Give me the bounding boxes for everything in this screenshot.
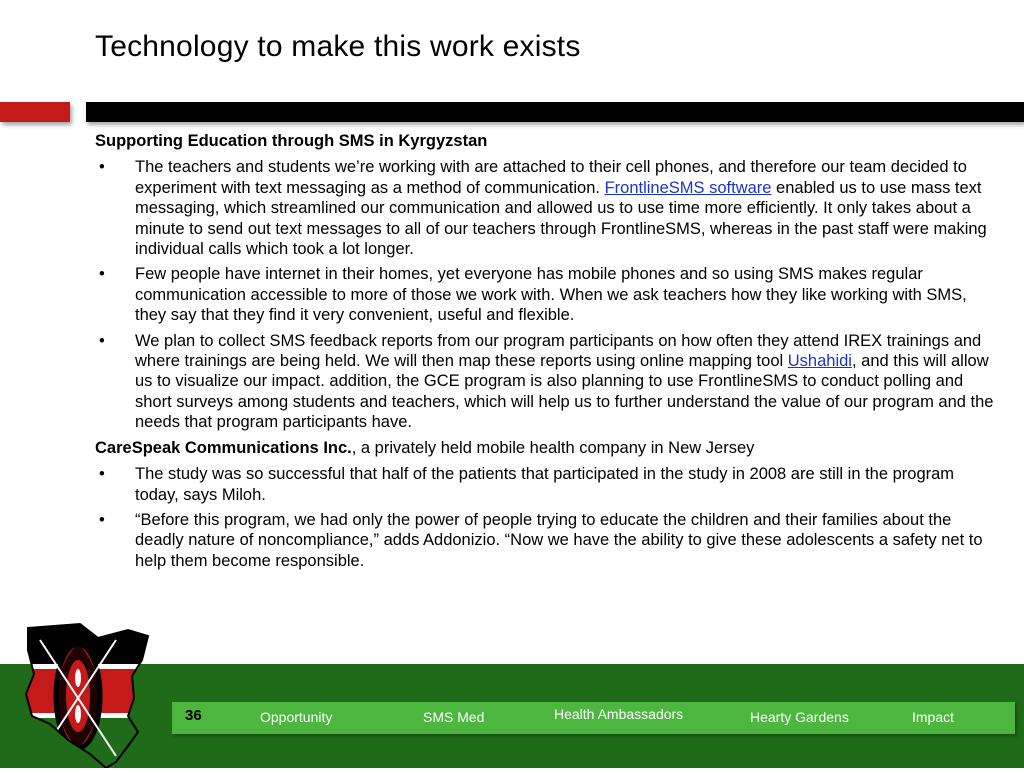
list-item: • Few people have internet in their homes, yet everyone has mobile phones and so using SMS makes regular communication accessible to more of those we work with. When we ask teachers how they like working with SMS, they say that they find it very convenient, useful and flexible. (99, 265, 967, 325)
list-item: • “Before this program, we had only the power of people trying to educate the children and their families about the deadly nature of noncompliance,” adds Addonizio. “Now we have the ability to give these adolescents a safety net to help them become responsible. (99, 510, 983, 570)
title-red-bar (0, 102, 70, 122)
section1-bullets (95, 157, 1000, 432)
nav-opportunity[interactable]: Opportunity (260, 709, 333, 725)
slide-number: 36 (185, 707, 202, 724)
list-item: • The study was so successful that half of the patients that participated in the study in 2008 are still in the program today, says Miloh. (99, 465, 955, 504)
slide-content (95, 131, 1000, 576)
frontlinesms-link[interactable]: FrontlineSMS software (604, 178, 772, 197)
title-black-bar (86, 102, 1024, 122)
nav-sms-med[interactable]: SMS Med (423, 709, 485, 725)
section2-heading: CareSpeak Communications Inc., a privately held mobile health company in New Jersey (95, 438, 755, 457)
list-item: • We plan to collect SMS feedback reports from our program participants on how often they attend IREX trainings and where trainings are being held. We will then map these reports using online mapping tool Ushahidi, and this will allow us to visualize our impact. addition, the GCE program is also planning to use FrontlineSMS to conduct polling and short surveys among students and teachers, which will help us to further understand the value of our program and the needs that program participants have. (99, 331, 994, 432)
section1-heading: Supporting Education through SMS in Kyrgyzstan (95, 132, 488, 150)
ushahidi-link[interactable]: Ushahidi (787, 352, 852, 371)
bullet-dot: • (99, 465, 105, 484)
bullet-dot: • (99, 510, 105, 529)
bullet-dot: • (99, 265, 105, 284)
kenya-flag-map-icon (20, 620, 170, 768)
bullet-dot: • (99, 158, 105, 177)
nav-health-ambassadors[interactable]: Health Ambassadors (554, 706, 684, 722)
slide-title: Technology to make this work exists (95, 30, 581, 63)
section2-bullets (95, 464, 1000, 571)
footer-nav-bar (172, 702, 1015, 734)
bullet-dot: • (99, 331, 105, 350)
nav-hearty-gardens[interactable]: Hearty Gardens (750, 709, 849, 725)
list-item: • The teachers and students we’re working with are attached to their cell phones, and therefore our team decided to experiment with text messaging as a method of communication. FrontlineSMS software enabled us to use mass text messaging, which streamlined our communication and allowed us to use time more efficiently. It only takes about a minute to send out text messages to all of our teachers through FrontlineSMS, whereas in the past staff were making individual calls which took a lot longer. (99, 158, 987, 259)
nav-impact[interactable]: Impact (912, 709, 955, 725)
